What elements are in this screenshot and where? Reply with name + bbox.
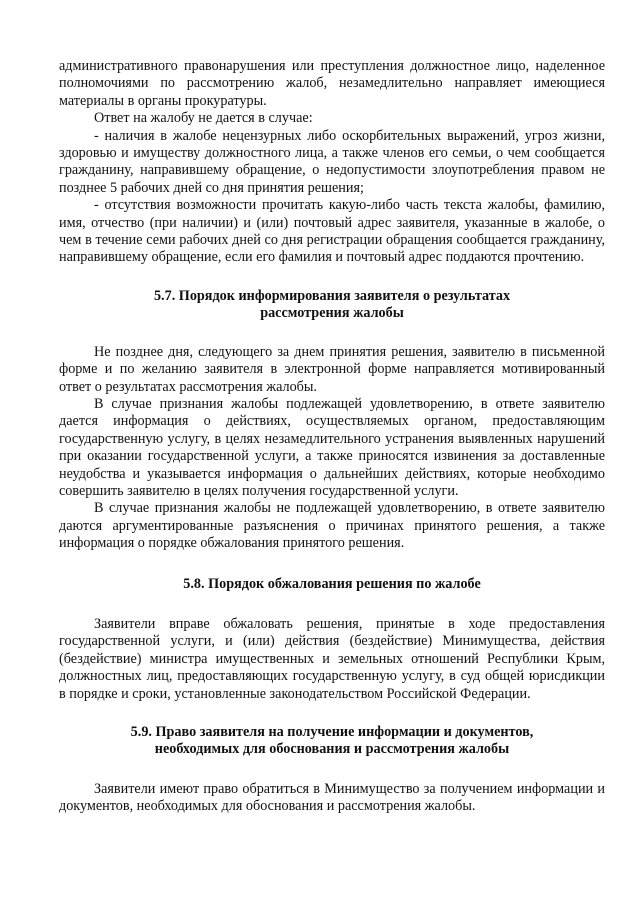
section-heading-5-9 [59,724,605,759]
section-heading-5-8 [59,576,605,593]
section-heading-5-9-line1: 5.9. Право заявителя на получение информации и документов, [130,724,534,740]
section-heading-5-7-line1: 5.7. Порядок информирования заявителя о результатах [153,287,511,304]
paragraph-unreadable-text: - отсутствия возможности прочитать какую-либо часть текста жалобы, фамилию, имя, отчество (при наличии) и (или) почтовый адрес заявителя, указанные в жалобе, о чем в течение семи рабочих дней со дня регистрации обращения сообщается гражданину, направившему обращение, если его фамилия и почтовый адрес поддаются прочтению. [59,197,605,266]
section-heading-5-7-line2: рассмотрения жалобы [260,305,404,322]
paragraph-offensive-language: - наличия в жалобе нецензурных либо оскорбительных выражений, угроз жизни, здоровью и имуществу должностного лица, а также членов его семьи, о чем сообщается гражданину, направившему обращение, о недопустимости злоупотребления правом не позднее 5 рабочих дней со дня принятия решения; [59,127,605,196]
section-heading-5-9-line2: необходимых для обоснования и рассмотрения жалобы [154,741,510,758]
paragraph-continuation: административного правонарушения или преступления должностное лицо, наделенное полномочиями по рассмотрению жалоб, незамедлительно направляет имеющиеся материалы в органы прокуратуры. [59,58,605,109]
paragraph-5-8-1: Заявители вправе обжаловать решения, принятые в ходе предоставления государственной услуги, и (или) действия (бездействие) Минимущества, действия (бездействие) министра имущественных и земельных отношений Республики Крым, должностных лиц, предоставляющих государственную услугу, в суд общей юрисдикции в порядке и сроки, установленные законодательством Российской Федерации. [59,615,605,702]
paragraph-5-9-1: Заявители имеют право обратиться в Минимущество за получением информации и документов, необходимых для обоснования и рассмотрения жалобы. [59,780,605,815]
paragraph-5-7-1: Не позднее дня, следующего за днем принятия решения, заявителю в письменной форме и по желанию заявителя в электронной форме направляется мотивированный ответ о результатах рассмотрения жалобы. [59,343,605,395]
section-heading-5-7 [59,288,605,323]
paragraph-5-7-3: В случае признания жалобы не подлежащей удовлетворению, в ответе заявителю даются аргументированные разъяснения о причинах принятого решения, а также информация о порядке обжалования принятого решения. [59,500,605,552]
paragraph-5-7-2: В случае признания жалобы подлежащей удовлетворению, в ответе заявителю дается информация о действиях, осуществляемых органом, предоставляющим государственную услугу, в целях незамедлительного устранения выявленных нарушений при оказании государственной услуги, а также приносятся извинения за доставленные неудобства и указывается информация о дальнейших действиях, которые необходимо совершить заявителю в целях получения государственной услуги. [59,395,605,499]
document-body [59,58,605,816]
paragraph-no-answer-intro: Ответ на жалобу не дается в случае: [94,110,313,127]
section-heading-5-8-title: 5.8. Порядок обжалования решения по жалобе [183,575,481,592]
